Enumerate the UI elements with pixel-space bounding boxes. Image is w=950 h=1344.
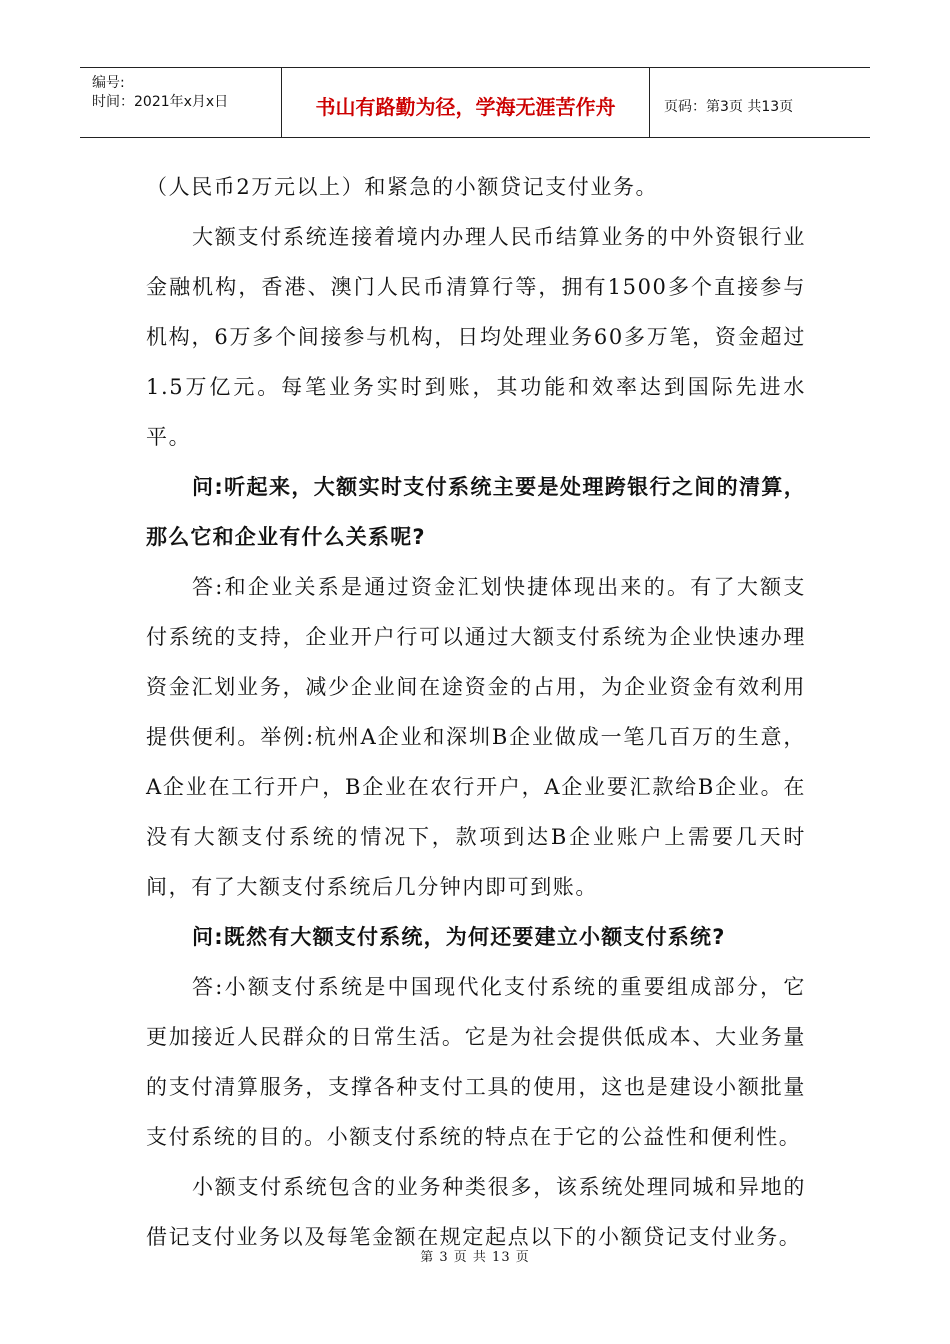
paragraph-large-payment-system: 大额支付系统连接着境内办理人民币结算业务的中外资银行业金融机构，香港、澳门人民币清算行等，拥有1500多个直接参与机构，6万多个间接参与机构，日均处理业务60多万笔，资金超过1.5万亿元。每笔业务实时到账，其功能和效率达到国际先进水平。 (146, 225, 806, 449)
document-body (146, 162, 806, 1262)
header-meta (80, 68, 282, 137)
header-motto: 书山有路勤为径，学海无涯苦作舟 (282, 68, 650, 137)
question-enterprise-relation: 问:听起来，大额实时支付系统主要是处理跨银行之间的清算，那么它和企业有什么关系呢? (146, 475, 806, 549)
answer-enterprise-relation: 答:和企业关系是通过资金汇划快捷体现出来的。有了大额支付系统的支持，企业开户行可以通过大额支付系统为企业快速办理资金汇划业务，减少企业间在途资金的占用，为企业资金有效利用提供便利。举例:杭州A企业和深圳B企业做成一笔几百万的生意，A企业在工行开户，B企业在农行开户，A企业要汇款给B企业。在没有大额支付系统的情况下，款项到达B企业账户上需要几天时间，有了大额支付系统后几分钟内即可到账。 (146, 575, 806, 899)
header-page-info: 页码：第3页 共13页 (664, 98, 794, 115)
paragraph-small-payment-business: 小额支付系统包含的业务种类很多，该系统处理同城和异地的借记支付业务以及每笔金额在规定起点以下的小额贷记支付业务。 (146, 1175, 806, 1249)
page-footer: 第 3 页 共 13 页 (420, 1250, 530, 1265)
document-time-label: 时间：2021年x月x日 (92, 94, 229, 110)
page-header (80, 67, 870, 138)
answer-small-payment-system: 答:小额支付系统是中国现代化支付系统的重要组成部分，它更加接近人民群众的日常生活。它是为社会提供低成本、大业务量的支付清算服务，支撑各种支付工具的使用，这也是建设小额批量支付系统的目的。小额支付系统的特点在于它的公益性和便利性。 (146, 975, 806, 1149)
paragraph-continuation: （人民币2万元以上）和紧急的小额贷记支付业务。 (146, 175, 659, 199)
document-number-label: 编号: (92, 75, 125, 91)
question-small-payment-system: 问:既然有大额支付系统，为何还要建立小额支付系统? (192, 925, 726, 949)
